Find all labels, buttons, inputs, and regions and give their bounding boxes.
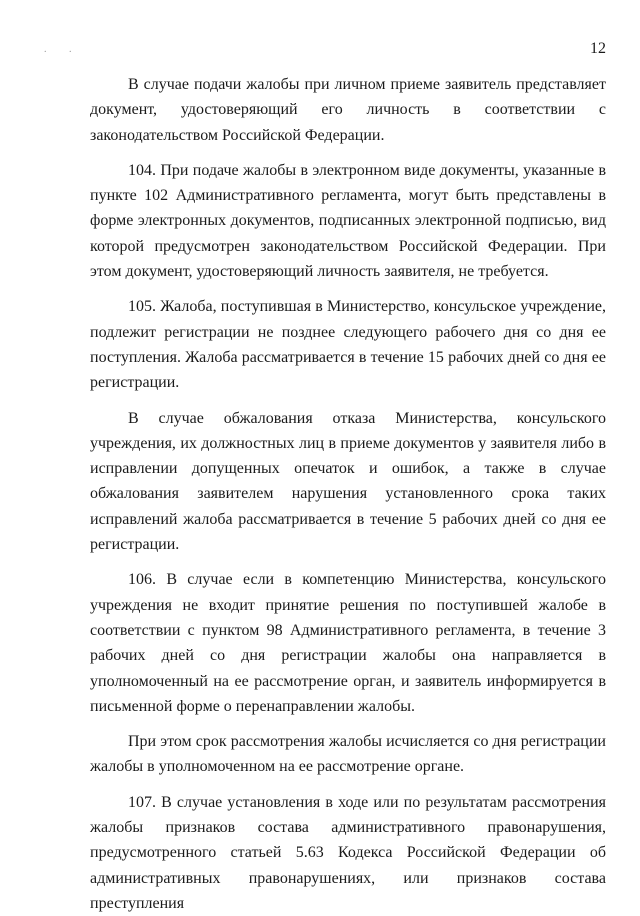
paragraph-refusal-appeal: В случае обжалования отказа Министерства, консульского учреждения, их должностных лиц в приеме документов у заявителя либо в исправлении допущенных опечаток и ошибок, а также в случае обжалования заявителем нарушения установленного срока таких исправлений жалоба рассматривается в течение 5 рабочих дней со дня ее регистрации. [90,409,606,554]
scan-dots: . . [44,44,82,55]
document-body [90,72,606,916]
paragraph-105: 105. Жалоба, поступившая в Министерство, консульское учреждение, подлежит регистрации не позднее следующего рабочего дня со дня ее поступления. Жалоба рассматривается в течение 15 рабочих дней со дня ее регистрации. [90,298,606,392]
paragraph-106: 106. В случае если в компетенцию Министерства, консульского учреждения не входит принятие решения по поступившей жалобе в соответствии с пунктом 98 Административного регламента, в течение 3 рабочих дней со дня регистрации жалобы она направляется в уполномоченный на ее рассмотрение орган, и заявитель информируется в письменной форме о перенаправлении жалобы. [90,571,606,715]
paragraph-107: 107. В случае установления в ходе или по результатам рассмотрения жалобы признаков состава административного правонарушения, предусмотренного статьей 5.63 Кодекса Российской Федерации об административных правонарушениях, или признаков состава преступления [90,793,606,912]
paragraph-review-period: При этом срок рассмотрения жалобы исчисляется со дня регистрации жалобы в уполномоченном на ее рассмотрение органе. [90,733,606,776]
paragraph-personal-submission: В случае подачи жалобы при личном приеме заявитель представляет документ, удостоверяющий его личность в соответствии с законодательством Российской Федерации. [90,76,606,144]
paragraph-104: 104. При подаче жалобы в электронном виде документы, указанные в пункте 102 Административного регламента, могут быть представлены в форме электронных документов, подписанных электронной подписью, вид которой предусмотрен законодательством Российской Федерации. При этом документ, удостоверяющий личность заявителя, не требуется. [90,161,606,281]
page-number: 12 [590,40,606,57]
